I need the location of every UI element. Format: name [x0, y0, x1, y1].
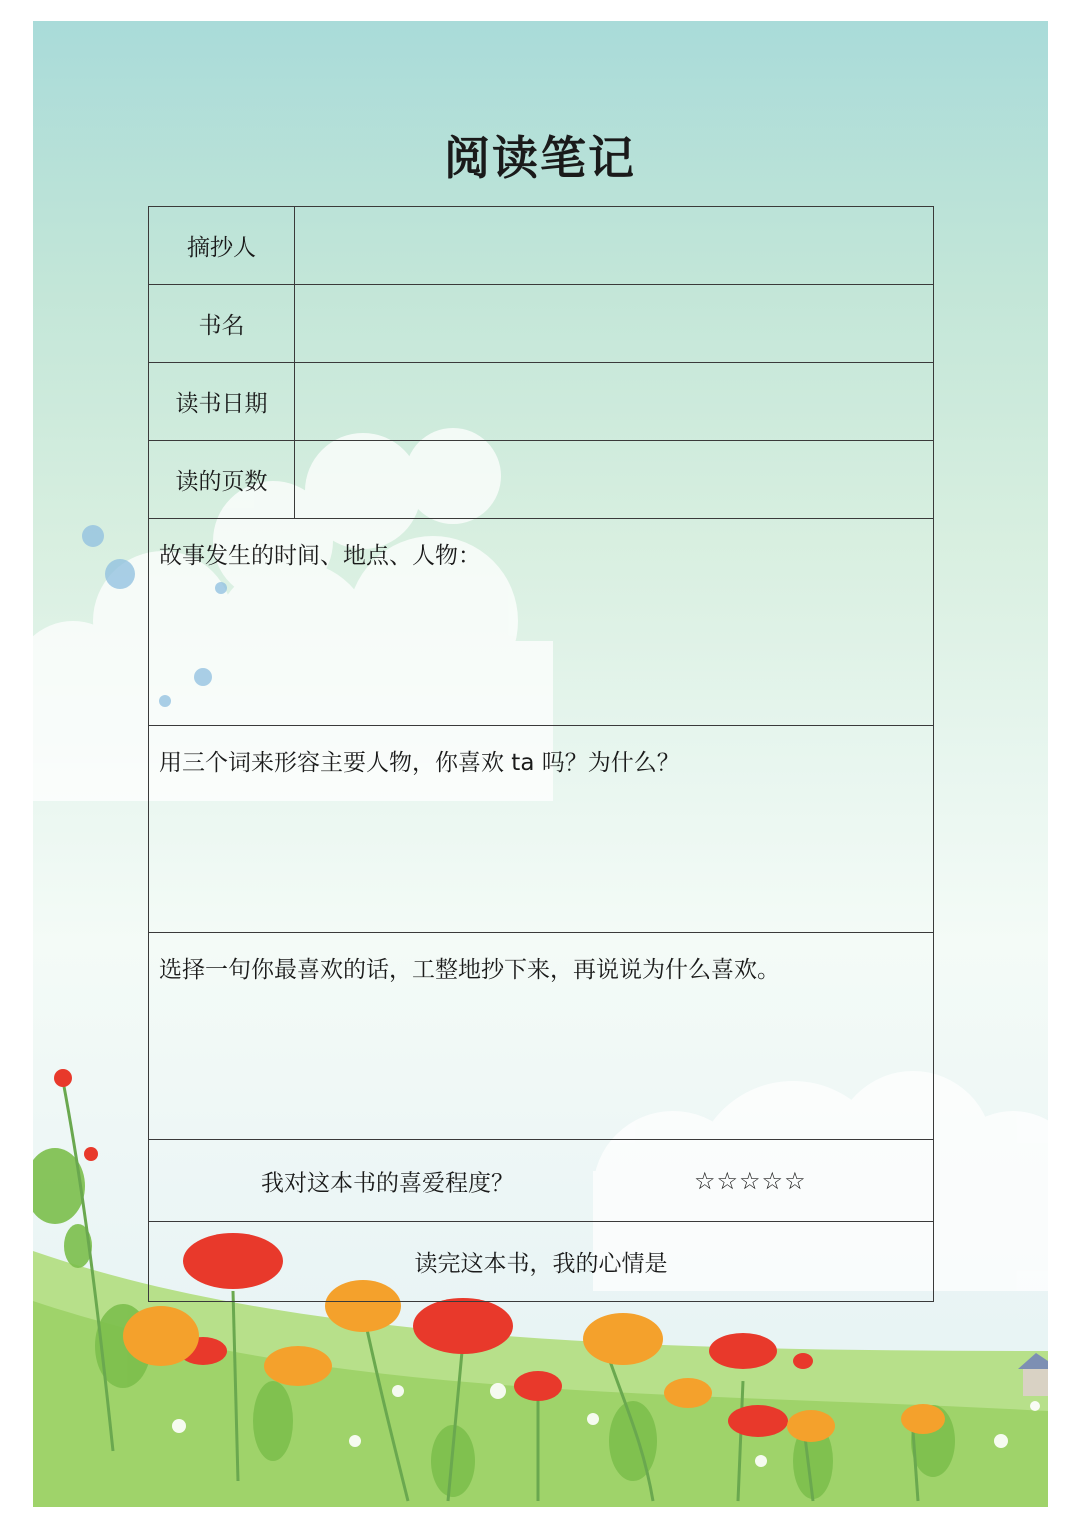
- row-date: [149, 363, 934, 441]
- rating-question: 我对这本书的喜爱程度？: [261, 1170, 514, 1196]
- setting-answer-area[interactable]: [149, 519, 934, 726]
- row-rating: [149, 1140, 934, 1222]
- pages-read-label: 读的页数: [149, 441, 295, 519]
- page-title: 阅读笔记: [444, 131, 636, 185]
- star-rating-icon[interactable]: ☆☆☆☆☆: [694, 1166, 807, 1195]
- book-title-field[interactable]: [295, 285, 934, 363]
- quote-answer-area[interactable]: [149, 933, 934, 1140]
- row-character: [149, 726, 934, 933]
- mood-prompt: 读完这本书，我的心情是: [414, 1251, 668, 1277]
- row-pages: [149, 441, 934, 519]
- row-copier: [149, 207, 934, 285]
- row-book: [149, 285, 934, 363]
- quote-prompt: 选择一句你最喜欢的话，工整地抄下来，再说说为什么喜欢。: [159, 957, 780, 983]
- rating-cell: [149, 1140, 934, 1222]
- row-mood: [149, 1222, 934, 1302]
- book-title-label: 书名: [149, 285, 295, 363]
- row-setting: [149, 519, 934, 726]
- reading-date-field[interactable]: [295, 363, 934, 441]
- reading-date-label: 读书日期: [149, 363, 295, 441]
- mood-cell[interactable]: [149, 1222, 934, 1302]
- copier-field[interactable]: [295, 207, 934, 285]
- row-quote: [149, 933, 934, 1140]
- character-prompt: 用三个词来形容主要人物，你喜欢 ta 吗？为什么？: [159, 750, 680, 776]
- rating-wrap: [149, 1140, 933, 1221]
- character-answer-area[interactable]: [149, 726, 934, 933]
- pages-read-field[interactable]: [295, 441, 934, 519]
- setting-prompt: 故事发生的时间、地点、人物：: [159, 543, 481, 569]
- copier-label: 摘抄人: [149, 207, 295, 285]
- reading-note-form: [148, 206, 934, 1302]
